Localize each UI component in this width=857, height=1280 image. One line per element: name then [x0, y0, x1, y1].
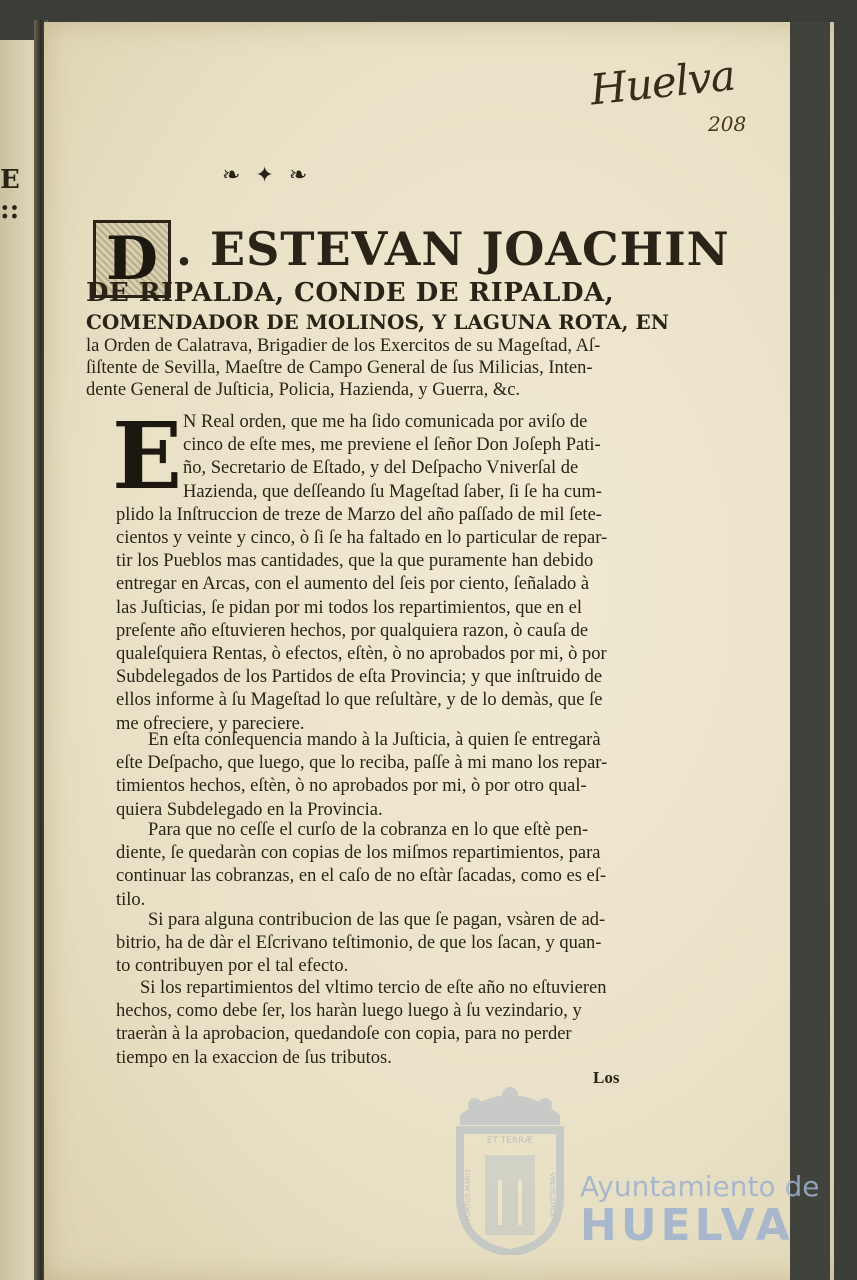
body-line: Si los repartimientos del vltimo tercio de eſte año no eſtuvieren	[140, 978, 607, 998]
title-line: COMENDADOR DE MOLINOS, Y LAGUNA ROTA, EN	[86, 310, 670, 334]
body-line: timientos hechos, eſtèn, ò no aprobados por mi, ò por otro qual-	[116, 776, 587, 797]
shield-motto-right: VINDICATRIX	[548, 1172, 556, 1218]
body-line: me ofreciere, y pareciere.	[116, 713, 305, 734]
body-line: ellos informe à ſu Mageſtad lo que reſultàre, y de lo demàs, que ſe	[116, 690, 603, 711]
body-line: eſte Deſpacho, que luego, que lo reciba, paſſe à mi mano los repar-	[116, 753, 608, 774]
body-drop-cap: E	[112, 402, 183, 510]
body-line: Hazienda, que deſſeando ſu Mageſtad ſaber, ſi ſe ha cum-	[183, 481, 602, 502]
background-edge	[790, 22, 830, 1280]
body-line: diente, ſe quedaràn con copias de los miſmos repartimientos, para	[116, 843, 601, 864]
body-line: Subdelegados de los Partidos de eſta Provincia; y que inſtruido de	[116, 667, 603, 688]
body-line: continuar las cobranzas, en el caſo de no eſtàr ſacadas, como es eſ-	[116, 866, 607, 887]
watermark-text-huelva: HUELVA	[580, 1200, 794, 1251]
body-line: las Juſticias, ſe pidan por mi todos los repartimientos, que en el	[116, 597, 583, 618]
body-line: Para que no ceſſe el curſo de la cobranza en lo que eſtè pen-	[148, 820, 589, 840]
body-line: plido la Inſtruccion de treze de Marzo del año paſſado de mil ſete-	[116, 504, 602, 525]
watermark-text-ayuntamiento: Ayuntamiento de	[580, 1170, 820, 1203]
body-line: preſente año eſtuvieren hechos, por qualquiera razon, ò cauſa de	[116, 620, 589, 641]
body-line: hechos, como debe ſer, los haràn luego luego à ſu vezindario, y	[116, 1001, 582, 1022]
body-line: cinco de eſte mes, me previene el ſeñor Don Joſeph Pati-	[183, 435, 601, 456]
body-line: tir los Pueblos mas cantidades, que la que puramente han debido	[116, 551, 594, 572]
handwritten-folio-number: 208	[708, 112, 747, 136]
catchword: Los	[593, 1068, 620, 1087]
shield-motto-left: PORTUS MARIS	[464, 1168, 472, 1222]
body-line: N Real orden, que me ha ſido comunicada por aviſo de	[183, 412, 588, 432]
title-line: ſiſtente de Sevilla, Maeſtre de Campo General de ſus Milicias, Inten-	[86, 358, 593, 378]
body-line: traeràn à la aprobacion, quedandoſe con copia, para no perder	[116, 1024, 572, 1045]
body-line: Si para alguna contribucion de las que ſe pagan, vsàren de ad-	[148, 910, 606, 930]
body-line: tilo.	[116, 889, 146, 910]
body-line: entregar en Arcas, con el aumento del ſeis por ciento, ſeñalado à	[116, 574, 590, 595]
body-line: qualeſquiera Rentas, ò efectos, eſtèn, ò no aprobados por mi, ò por	[116, 644, 607, 664]
title-line: la Orden de Calatrava, Brigadier de los Exercitos de su Mageſtad, Aſ-	[86, 336, 601, 356]
body-line: cientos y veinte y cinco, ò ſi ſe ha faltado en lo particular de repar-	[116, 528, 608, 548]
ornament-icon: ❧ ✦ ❧	[222, 163, 312, 188]
title-line: DE RIPALDA, CONDE DE RIPALDA,	[86, 278, 615, 308]
body-line: En eſta conſequencia mando à la Juſticia, à quien ſe entregarà	[148, 730, 601, 750]
huelva-coat-of-arms-icon	[440, 1085, 580, 1255]
handwritten-annotation: Huelva	[587, 50, 737, 115]
body-line: bitrio, ha de dàr el Eſcrivano teſtimonio, de que los ſacan, y quan-	[116, 933, 602, 954]
shield-motto-top: ET TERRÆ	[486, 1136, 534, 1146]
left-page-edge-text: E ::	[0, 165, 20, 225]
title-drop-cap: D	[93, 220, 171, 298]
body-line: quiera Subdelegado en la Provincia.	[116, 799, 383, 820]
body-line: ño, Secretario de Eſtado, y del Deſpacho Vniverſal de	[183, 458, 579, 479]
body-line: to contribuyen por el tal efecto.	[116, 956, 349, 977]
title-line: . ESTEVAN JOACHIN	[176, 222, 730, 276]
title-line: dente General de Juſticia, Policia, Hazienda, y Guerra, &c.	[86, 380, 521, 400]
body-line: tiempo en la exaccion de ſus tributos.	[116, 1047, 392, 1068]
